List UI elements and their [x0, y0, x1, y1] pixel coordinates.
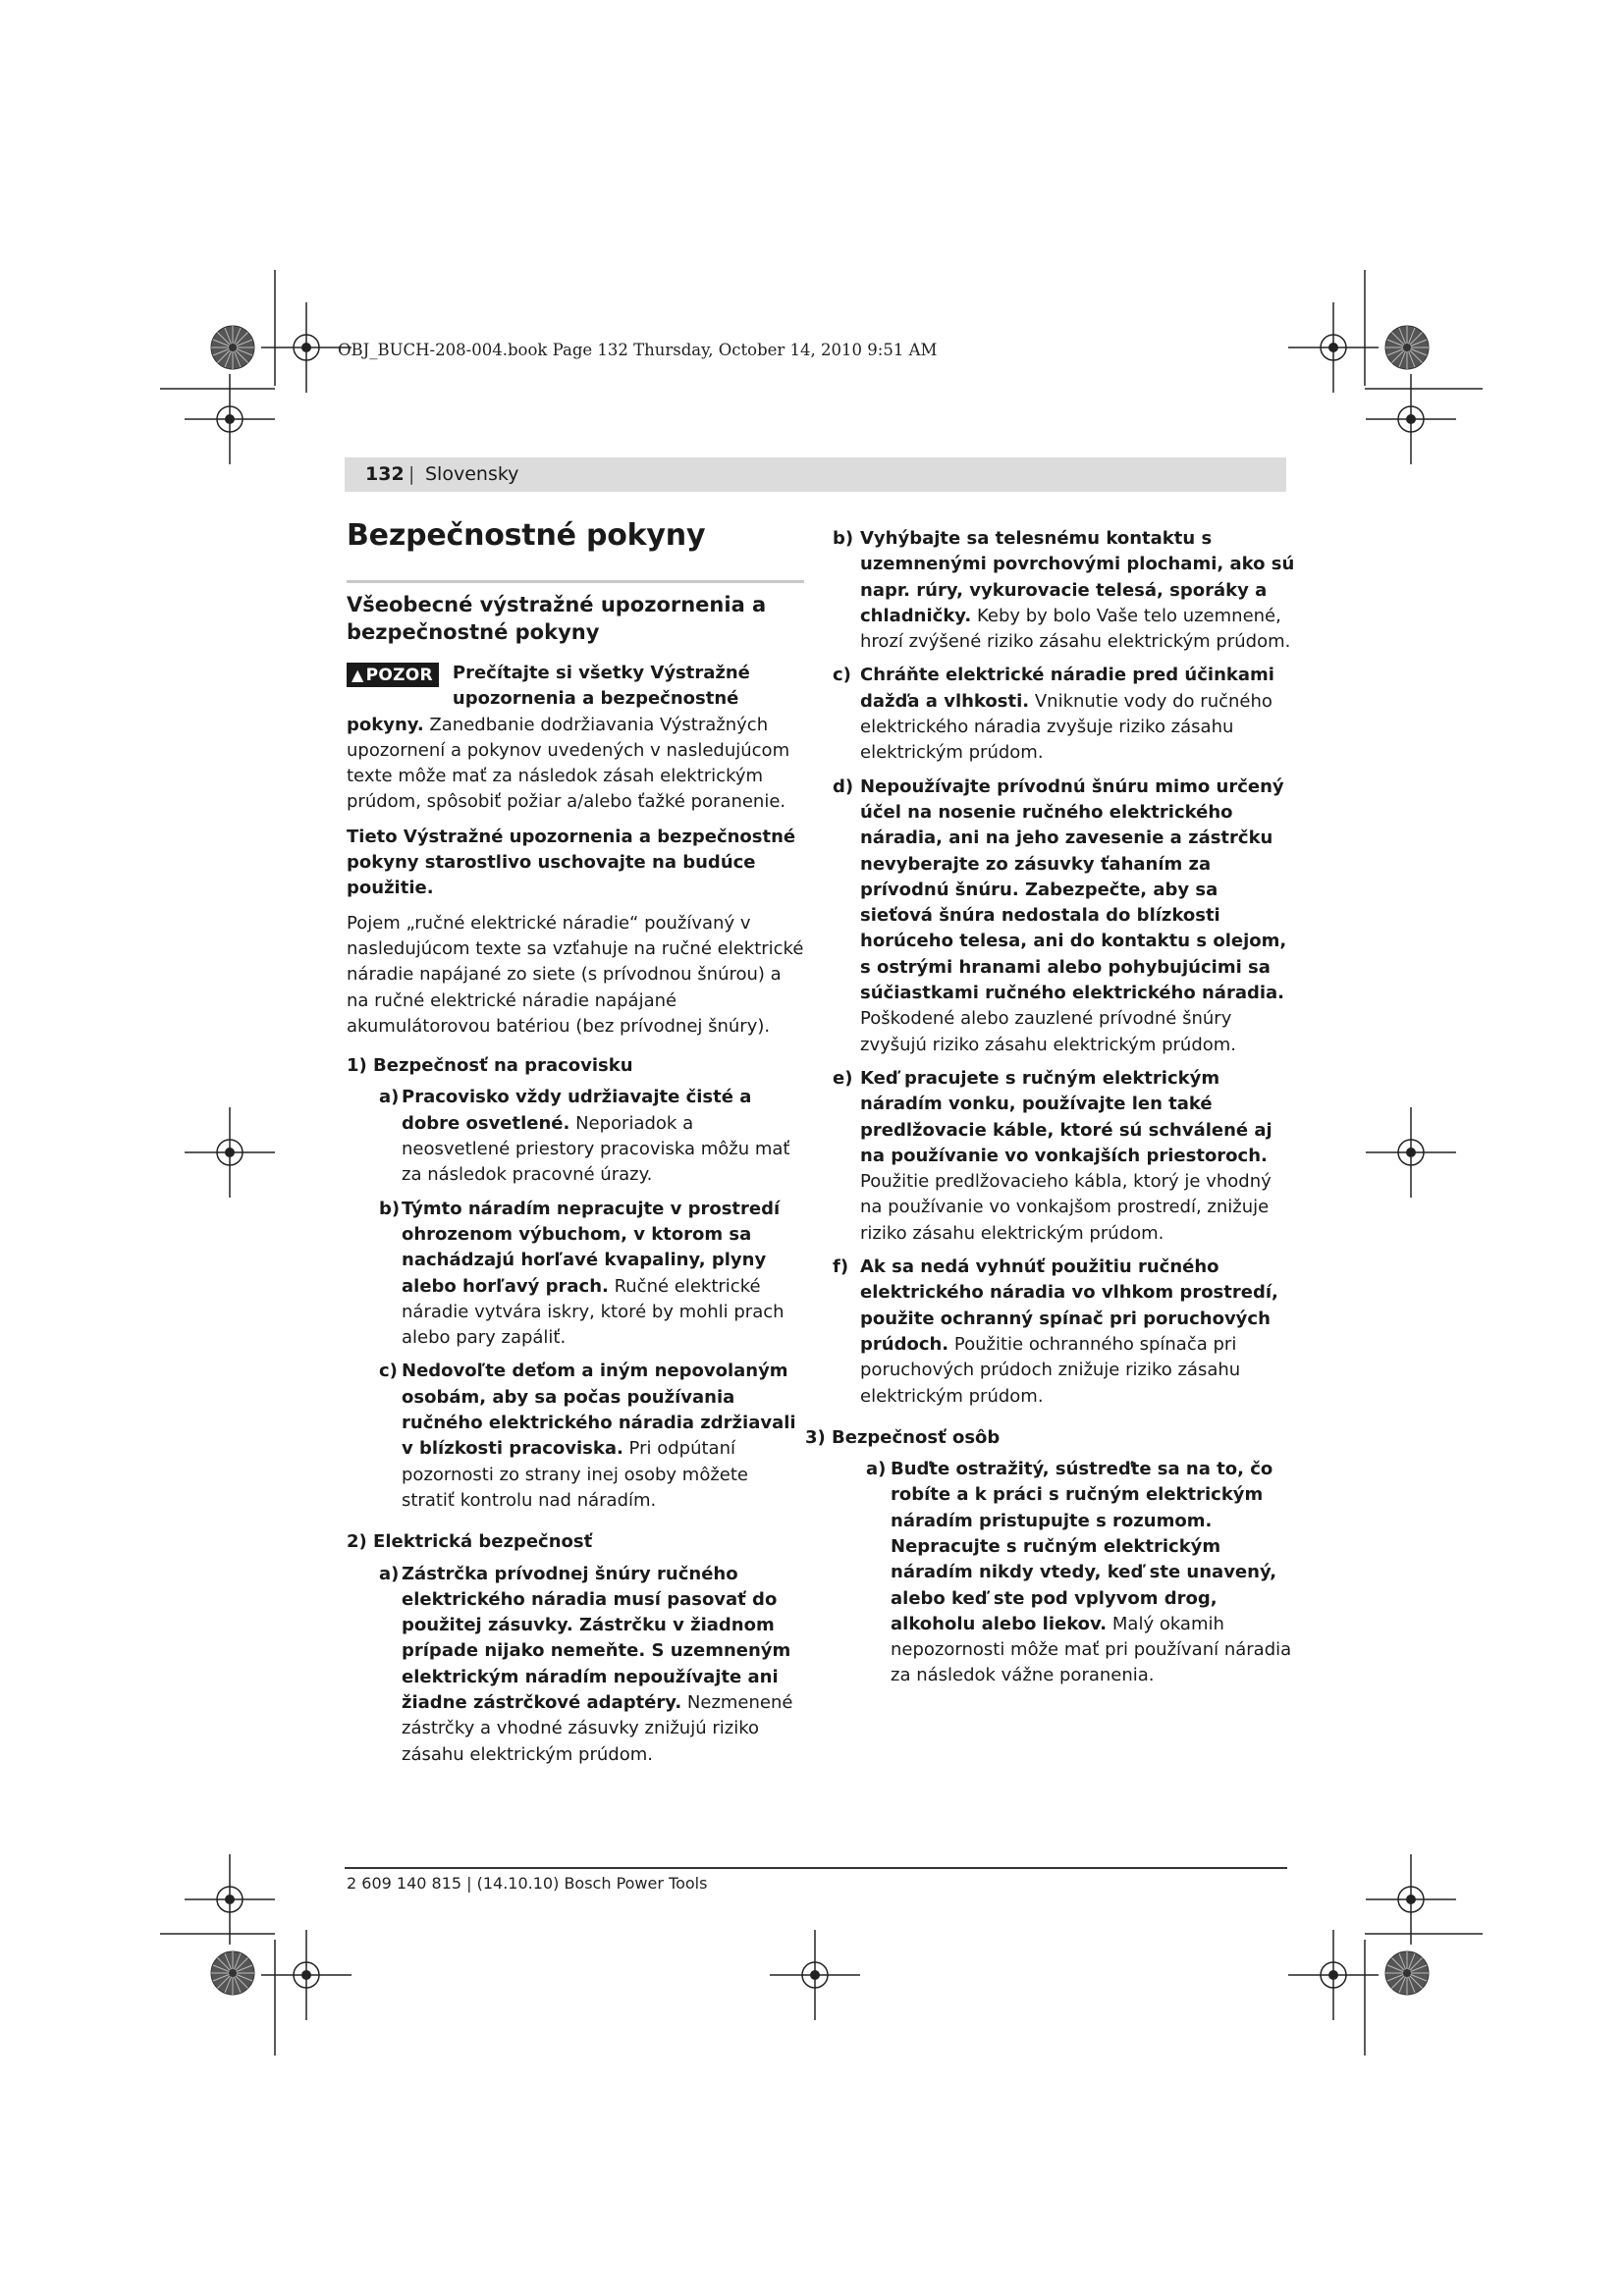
- warning-paragraph: [347, 661, 804, 816]
- registration-wheel: [211, 326, 254, 369]
- list-item: [347, 1562, 804, 1768]
- page-header: [345, 457, 1286, 492]
- header-language: Slovensky: [425, 463, 519, 485]
- list-item: [833, 663, 1296, 766]
- item-bold: Pracovisko vždy udržiavajte čisté a dobre osvetlené.: [402, 1087, 752, 1134]
- page-footer: 2 609 140 815 | (14.10.10) Bosch Power Tools: [347, 1874, 708, 1893]
- warning-badge: [347, 663, 439, 687]
- right-column: [805, 526, 1296, 1697]
- item-bold: Keď pracujete s ručným elektrickým náradím vonku, používajte len také predlžovacie káble, ktoré sú schválené aj na používanie vo vonkajších priestoroch.: [860, 1067, 1272, 1166]
- item-text: Vniknutie vody do ručného elektrického náradia zvyšuje riziko zásahu elektrickým prúdom.: [860, 690, 1272, 764]
- item-text: Ručné elektrické náradie vytvára iskry, ktoré by mohli prach alebo pary zapáliť.: [402, 1275, 785, 1349]
- list-item: [347, 1085, 804, 1188]
- warning-bold: Prečítajte si všetky Výstražné upozornenia a bezpečnostné pokyny.: [347, 663, 750, 735]
- keep-note: Tieto Výstražné upozornenia a bezpečnostné pokyny starostlivo uschovajte na budúce použitie.: [347, 826, 796, 899]
- registration-wheel: [211, 1951, 254, 1995]
- item-text: Pri odpútaní pozornosti zo strany inej osoby môžete stratiť kontrolu nad náradím.: [402, 1438, 749, 1511]
- list-marker: c): [833, 665, 851, 686]
- registration-crosshair: [1366, 1854, 1456, 1945]
- section-subtitle: Všeobecné výstražné upozornenia a bezpečnostné pokyny: [347, 593, 767, 644]
- item-text: Nezmenené zástrčky a vhodné zásuvky znižujú riziko zásahu elektrickým prúdom.: [402, 1691, 793, 1765]
- list-item: [833, 1066, 1296, 1247]
- list-marker: c): [379, 1361, 398, 1382]
- item-text: Malý okamih nepozornosti môže mať pri používaní náradia za následok vážne poranenia.: [891, 1613, 1292, 1686]
- section-heading-2: 2) Elektrická bezpečnosť: [347, 1531, 593, 1553]
- item-bold: Nepoužívajte prívodnú šnúru mimo určený účel na nosenie ručného elektrického náradia, ani na jeho zavesenie a zástrčku nevyberajte zo zásuvky ťahaním za prívodnú šnúru. Zabezpečte, aby sa sieťová šnúra nedostala do blízkosti horúceho telesa, ani do kontaktu s olejom, s ostrými hranami alebo pohybujúcimi sa súčiastkami ručného elektrického náradia.: [860, 775, 1287, 1004]
- item-text: Použitie ochranného spínača pri poruchových prúdoch znižuje riziko zásahu elektrickým prúdom.: [860, 1333, 1241, 1407]
- registration-crosshair: [185, 1854, 275, 1945]
- item-text: Keby by bolo Vaše telo uzemnené, hrozí zvýšené riziko zásahu elektrickým prúdom.: [860, 605, 1291, 653]
- list-marker: a): [379, 1563, 400, 1584]
- list-item: [347, 1197, 804, 1352]
- list-marker: b): [833, 528, 854, 549]
- item-bold: Chráňte elektrické náradie pred účinkami dažďa a vlhkosti.: [860, 665, 1274, 712]
- warning-triangle-icon: ▲: [352, 666, 364, 684]
- item-bold: Vyhýbajte sa telesnému kontaktu s uzemnenými povrchovými plochami, ako sú napr. rúry, vykurovacie telesá, sporáky a chladničky.: [860, 528, 1295, 626]
- item-text: Poškodené alebo zauzlené prívodné šnúry zvyšujú riziko zásahu elektrickým prúdom.: [860, 1008, 1237, 1055]
- list-marker: e): [833, 1067, 853, 1089]
- item-bold: Buďte ostražitý, sústreďte sa na to, čo robíte a k práci s ručným elektrickým náradím pristupujte s rozumom. Nepracujte s ručným elektrickým náradím nikdy vtedy, keď ste unavený, alebo keď ste pod vplyvom drog, alkoholu alebo liekov.: [891, 1459, 1277, 1634]
- title-rule: [347, 580, 804, 583]
- header-separator: |: [408, 463, 415, 485]
- list-item: [833, 774, 1296, 1058]
- list-marker: b): [379, 1198, 401, 1219]
- registration-crosshair: [185, 1107, 275, 1198]
- page-title: Bezpečnostné pokyny: [347, 518, 706, 553]
- list-marker: f): [833, 1256, 849, 1278]
- list-item: [833, 1255, 1296, 1410]
- registration-crosshair: [185, 374, 275, 464]
- list-marker: a): [379, 1087, 400, 1108]
- page-number: 132: [365, 463, 405, 485]
- definition-paragraph: Pojem „ručné elektrické náradie“ používaný v nasledujúcom texte sa vzťahuje na ručné elektrické náradie napájané zo siete (s prívodnou šnúrou) a na ručné elektrické náradie napájané akumulátorovou batériou (bez prívodnej šnúry).: [347, 912, 804, 1037]
- section-heading-3: 3) Bezpečnosť osôb: [805, 1426, 1001, 1448]
- section-heading-1: 1) Bezpečnosť na pracovisku: [347, 1055, 633, 1077]
- warning-badge-label: POZOR: [365, 666, 433, 685]
- registration-wheel: [1385, 1951, 1429, 1995]
- footer-rule: [345, 1867, 1287, 1869]
- list-item: [347, 1359, 804, 1514]
- item-text: Použitie predlžovacieho kábla, ktorý je vhodný na používanie vo vonkajšom prostredí, znižuje riziko zásahu elektrickým prúdom.: [860, 1171, 1272, 1244]
- list-item: [833, 1457, 1296, 1689]
- registration-wheel: [1385, 326, 1429, 369]
- registration-crosshair: [1366, 1107, 1456, 1198]
- list-marker: a): [866, 1459, 887, 1480]
- list-item: [833, 526, 1296, 655]
- item-bold: Zástrčka prívodnej šnúry ručného elektrického náradia musí pasovať do použitej zásuvky. Zástrčku v žiadnom prípade nijako nemeňte. S uzemneným elektrickým náradím nepoužívajte ani žiadne zástrčkové adaptéry.: [402, 1563, 791, 1713]
- list-marker: d): [833, 775, 854, 797]
- print-info: OBJ_BUCH-208-004.book Page 132 Thursday, October 14, 2010 9:51 AM: [338, 341, 938, 359]
- item-text: Neporiadok a neosvetlené priestory pracoviska môžu mať za následok pracovné úrazy.: [402, 1112, 790, 1186]
- registration-crosshair: [1366, 374, 1456, 464]
- item-bold: Ak sa nedá vyhnúť použitiu ručného elektrického náradia vo vlhkom prostredí, použite ochranný spínač pri poruchových prúdoch.: [860, 1256, 1278, 1355]
- item-bold: Nedovoľte deťom a iným nepovolaným osobám, aby sa počas používania ručného elektrického náradia zdržiavali v blízkosti pracoviska.: [402, 1361, 796, 1460]
- item-bold: Týmto náradím nepracujte v prostredí ohrozenom výbuchom, v ktorom sa nachádzajú horľavé kvapaliny, plyny alebo horľavý prach.: [402, 1198, 781, 1297]
- registration-crosshair: [770, 1930, 860, 2020]
- left-column: [347, 518, 804, 1776]
- warning-text: Zanedbanie dodržiavania Výstražných upozornení a pokynov uvedených v nasledujúcom texte môže mať za následok zásah elektrickým prúdom, spôsobiť požiar a/alebo ťažké poranenie.: [347, 714, 790, 813]
